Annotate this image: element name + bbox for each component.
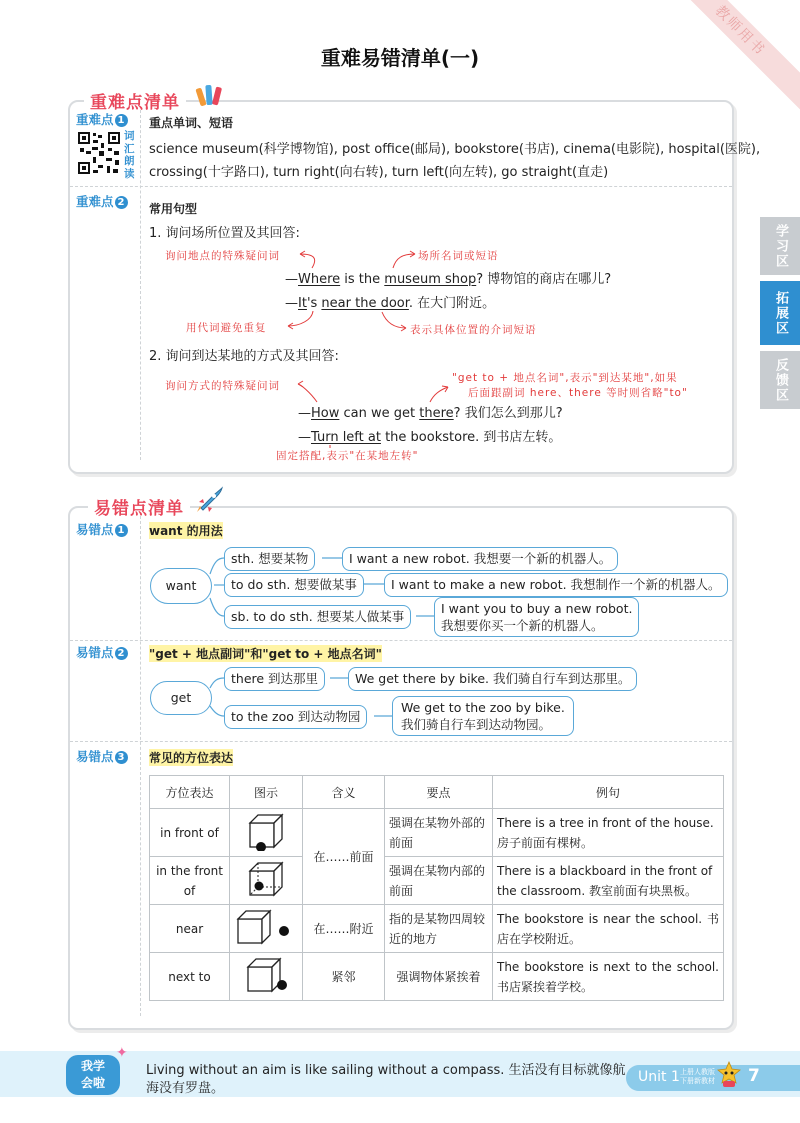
note-get-to-line-1: "get to + 地点名词",表示"到达某地",如果: [452, 372, 678, 384]
note-preposition-phrase: 表示具体位置的介词短语: [410, 324, 537, 336]
want-branch-sth: sth. 想要某物: [224, 547, 315, 571]
footer-quote-line-1: Living without an aim is like sailing without a compass. 生活没有目标就像航: [146, 1063, 626, 1078]
expr-cell: near: [150, 905, 230, 953]
sentence-group-2-title: 2. 询问到达某地的方式及其回答:: [149, 349, 339, 364]
note-place-noun: 场所名词或短语: [418, 250, 499, 262]
key-point-1-label: 重难点 1: [76, 110, 128, 128]
sentence-1-question: —Where is the museum shop? 博物馆的商店在哪儿?: [285, 272, 612, 287]
sentence-1-answer: —It's near the door. 在大门附近。: [285, 296, 496, 311]
key-vocab-line-1: science museum(科学博物馆), post office(邮局), bookstore(书店), cinema(电影院), hospital(医院),: [149, 142, 761, 157]
expr-cell: next to: [150, 953, 230, 1001]
want-root-node: want: [150, 568, 212, 604]
learned-badge: 我学 会啦: [66, 1055, 120, 1095]
direction-table: [149, 775, 724, 1001]
table-row: [150, 857, 724, 905]
error-point-3-heading: 常见的方位表达: [149, 751, 234, 765]
error-points-title: 易错点清单: [88, 494, 190, 519]
page-number: 7: [748, 1066, 760, 1086]
expr-cell: in front of: [150, 809, 230, 857]
table-row: [150, 809, 724, 857]
illustration-cell: [230, 857, 303, 905]
footer-quote-line-2: 海没有罗盘。: [146, 1081, 225, 1096]
table-row: [150, 905, 724, 953]
sentence-2-question: —How can we get there? 我们怎么到那儿?: [298, 406, 563, 421]
error-row-divider-1: [70, 640, 732, 641]
key-point-1-heading: 重点单词、短语: [149, 116, 234, 130]
key-cell: 强调物体紧挨着: [385, 953, 493, 1001]
example-cell: The bookstore is next to the school. 书店紧挨着学校。: [493, 953, 724, 1001]
table-row: [150, 953, 724, 1001]
get-branch-there: there 到达那里: [224, 667, 325, 691]
cube-next-to-icon: [244, 955, 288, 995]
table-header-row: [150, 776, 724, 809]
mascot-icon: [716, 1061, 742, 1089]
sentence-2-answer: —Turn left at the bookstore. 到书店左转。: [298, 430, 562, 445]
want-example-to-do: I want to make a new robot. 我想制作一个新的机器人。: [384, 573, 728, 597]
illustration-cell: [230, 809, 303, 857]
page-title: 重难易错清单(一): [320, 46, 480, 70]
meaning-cell: 在……前面: [303, 809, 385, 905]
note-fixed-phrase: 固定搭配,表示"在某地左转": [276, 450, 419, 462]
tab-extend[interactable]: 拓展区: [760, 281, 800, 345]
footer-bar: [0, 1045, 800, 1097]
table-header: 要点: [385, 776, 493, 809]
table-header: 含义: [303, 776, 385, 809]
cube-front-outside-icon: [244, 811, 288, 851]
note-question-word: 询问地点的特殊疑问词: [165, 250, 280, 262]
want-branch-to-do: to do sth. 想要做某事: [224, 573, 364, 597]
note-how: 询问方式的特殊疑问词: [165, 380, 280, 392]
want-example-sb-to-do: I want you to buy a new robot. 我想要你买一个新的机器人。: [434, 597, 639, 637]
cube-front-inside-icon: [244, 859, 288, 899]
illustration-cell: [230, 905, 303, 953]
tab-feedback[interactable]: 反馈区: [760, 351, 800, 409]
table-header: 方位表达: [150, 776, 230, 809]
example-cell: The bookstore is near the school. 书店在学校附近。: [493, 905, 724, 953]
meaning-cell: 在……附近: [303, 905, 385, 953]
unit-label: Unit 1: [638, 1069, 680, 1085]
teacher-edition-stamp: 教师用书: [660, 0, 800, 111]
note-get-to-line-2: 后面跟副词 here、there 等时则省略"to": [468, 387, 688, 399]
table-header: 图示: [230, 776, 303, 809]
error-point-2-label: 易错点 2: [76, 643, 128, 661]
get-example-there: We get there by bike. 我们骑自行车到达那里。: [348, 667, 637, 691]
table-header: 例句: [493, 776, 724, 809]
example-cell: There is a blackboard in the front of the classroom. 教室前面有块黑板。: [493, 857, 724, 905]
error-point-1-label: 易错点 1: [76, 520, 128, 538]
get-branch-to-zoo: to the zoo 到达动物园: [224, 705, 367, 729]
get-example-to-zoo: We get to the zoo by bike. 我们骑自行车到达动物园。: [392, 696, 574, 736]
cube-near-icon: [234, 907, 298, 947]
illustration-cell: [230, 953, 303, 1001]
key-cell: 指的是某物四周较近的地方: [385, 905, 493, 953]
key-cell: 强调在某物外部的前面: [385, 809, 493, 857]
key-point-2-heading: 常用句型: [149, 202, 198, 216]
key-points-title: 重难点清单: [84, 88, 186, 113]
key-cell: 强调在某物内部的前面: [385, 857, 493, 905]
edition-label: 上册人教版 下册新教材: [680, 1068, 715, 1085]
tab-study[interactable]: 学习区: [760, 217, 800, 275]
get-root-node: get: [150, 681, 212, 715]
note-pronoun: 用代词避免重复: [186, 322, 267, 334]
expr-cell: in the front of: [150, 857, 230, 905]
key-point-2-label: 重难点 2: [76, 192, 128, 210]
vocab-reading-tag[interactable]: 词汇朗读: [124, 130, 135, 180]
sentence-group-1-title: 1. 询问场所位置及其回答:: [149, 226, 300, 241]
error-point-2-heading: "get + 地点副词"和"get to + 地点名词": [149, 647, 382, 661]
star-icon: ✦: [116, 1045, 128, 1061]
example-cell: There is a tree in front of the house. 房子前面有棵树。: [493, 809, 724, 857]
meaning-cell: 紧邻: [303, 953, 385, 1001]
key-vocab-line-2: crossing(十字路口), turn right(向右转), turn left(向左转), go straight(直走): [149, 165, 609, 180]
error-row-divider-2: [70, 741, 732, 742]
want-branch-sb-to-do: sb. to do sth. 想要某人做某事: [224, 605, 411, 629]
want-example-sth: I want a new robot. 我想要一个新的机器人。: [342, 547, 618, 571]
error-point-3-label: 易错点 3: [76, 747, 128, 765]
error-point-1-heading: want 的用法: [149, 524, 223, 538]
